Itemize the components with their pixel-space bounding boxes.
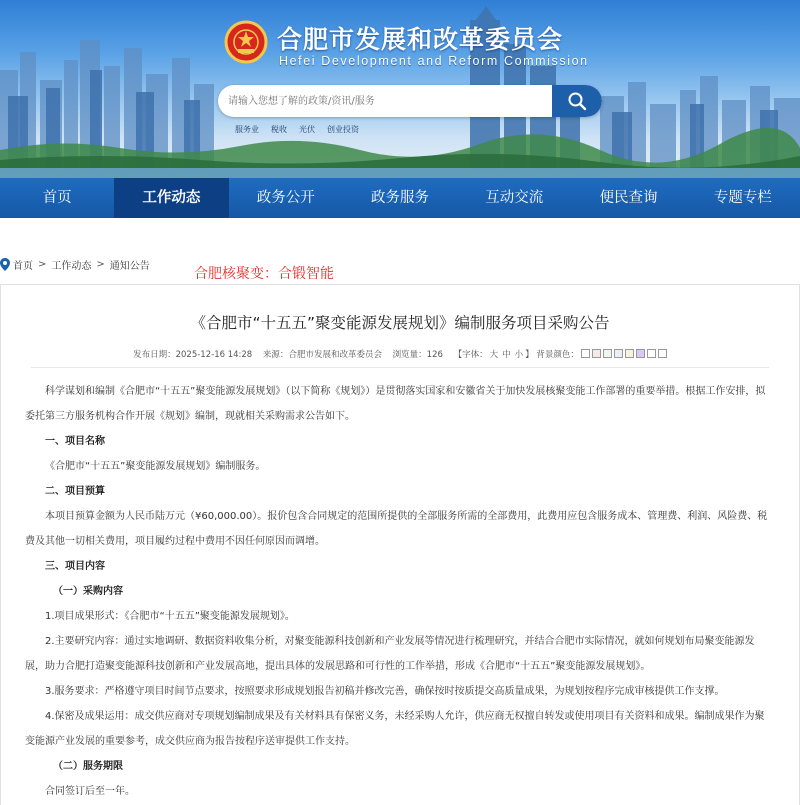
nav-gov-info[interactable]: 政务公开 [256,190,315,206]
bg-color-swatch[interactable] [603,349,612,358]
article-paragraph: 2.主要研究内容：通过实地调研、数据资料收集分析，对聚变能源科技创新和产业发展等情况进行梳理研究，并结合合肥市实际情况，就如何规划布局聚变能源发展，助力合肥打造聚变能源科技创新和产业发展高地，提出具体的发展思路和可行性的工作举措，形成《合肥市“十五五”聚变能源发展规划》。 [25,636,755,672]
site-subtitle: Hefei Development and Reform Commission [279,54,589,68]
font-size-close: 】 [525,350,534,360]
bg-color-swatch[interactable] [592,349,601,358]
section-heading: （一）采购内容 [53,586,123,597]
nav-home[interactable]: 首页 [42,190,72,206]
search-button[interactable] [552,85,602,117]
views-count: 126 [426,350,443,360]
article-paragraph: 合同签订后至一年。 [45,786,135,797]
breadcrumb-separator: > [96,258,105,270]
font-size-small[interactable]: 小 [514,350,524,360]
nav-special-topics[interactable]: 专题专栏 [713,190,772,206]
search-box [218,85,602,117]
article-meta [1,348,799,360]
section-heading: （二）服务期限 [53,761,123,772]
hot-link-services[interactable]: 服务业 [235,125,259,134]
bg-color-swatches [579,350,667,360]
nav-public-query[interactable]: 便民查询 [599,190,658,206]
bg-color-swatch[interactable] [581,349,590,358]
article-title: 《合肥市“十五五”聚变能源发展规划》编制服务项目采购公告 [190,314,610,332]
views-label: 浏览量： [392,350,427,360]
hot-link-venture[interactable]: 创业投资 [327,125,359,134]
article-body [25,379,771,804]
breadcrumb-notices[interactable]: 通知公告 [109,260,150,272]
source-label: 来源： [262,350,289,360]
article-paragraph: 科学谋划和编制《合肥市“十五五”聚变能源发展规划》（以下简称《规划》）是贯彻落实国家和安徽省关于加快发展核聚变能工作部署的重要举措。根据工作安排，拟委托第三方服务机构合作开展《规划》编制，现就相关采购需求公告如下。 [25,386,766,422]
meta-divider [31,367,769,368]
publish-date-label: 发布日期： [133,350,176,360]
breadcrumb-separator: > [38,258,47,270]
breadcrumb-work-news[interactable]: 工作动态 [51,260,92,272]
article-paragraph: 本项目预算金额为人民币陆万元（¥60,000.00）。报价包含合同规定的范围所提供的全部服务所需的全部费用，此费用应包含服务成本、管理费、利润、风险费、税费及其他一切相关费用，项目履约过程中费用不因任何原因而调增。 [25,511,768,547]
source: 合肥市发展和改革委员会 [288,350,382,360]
main-nav [0,178,800,218]
national-emblem-icon [224,20,268,64]
nav-interaction[interactable]: 互动交流 [485,190,544,206]
font-size-large[interactable]: 大 [489,350,499,360]
bg-color-swatch[interactable] [614,349,623,358]
publish-date: 2025-12-16 14:28 [175,350,253,360]
bg-color-label: 背景颜色： [536,350,579,360]
hot-link-solar[interactable]: 光伏 [299,125,315,134]
font-size-open: 【字体： [453,350,488,360]
article-panel [0,284,800,805]
bg-color-swatch[interactable] [647,349,656,358]
hot-link-tax[interactable]: 税收 [271,125,287,134]
search-icon [567,91,587,111]
site-title: 合肥市发展和改革委员会 [277,25,564,54]
hot-search-links [235,124,359,135]
overlay-caption: 合肥核聚变：合锻智能 [194,266,334,282]
article-paragraph: 1.项目成果形式：《合肥市“十五五”聚变能源发展规划》。 [45,611,295,622]
breadcrumb-home[interactable]: 首页 [13,260,33,272]
article-paragraph: 3.服务要求：严格遵守项目时间节点要求，按照要求形成规划报告初稿并修改完善，确保按时按质提交高质量成果，为规划按程序完成审核提供工作支撑。 [45,686,725,697]
bg-color-swatch[interactable] [658,349,667,358]
section-heading: 二、项目预算 [45,486,105,497]
article-paragraph: 《合肥市“十五五”聚变能源发展规划》编制服务。 [45,461,266,472]
header-banner [0,0,800,178]
nav-gov-services[interactable]: 政务服务 [370,190,429,206]
search-input[interactable] [218,85,548,117]
section-heading: 三、项目内容 [45,561,105,572]
section-heading: 一、项目名称 [45,436,105,447]
article-paragraph: 4.保密及成果运用：成交供应商对专项规划编制成果及有关材料具有保密义务，未经采购人允许，供应商无权擅自转发或使用项目有关资料和成果。编制成果作为聚变能源产业发展的重要参考，成交供应商为报告按程序送审提供工作支持。 [25,711,765,747]
location-pin-icon [0,258,10,271]
breadcrumb [0,256,150,272]
bg-color-swatch[interactable] [636,349,645,358]
font-size-medium[interactable]: 中 [502,350,511,360]
bg-color-swatch[interactable] [625,349,634,358]
nav-work-news[interactable]: 工作动态 [114,178,228,218]
